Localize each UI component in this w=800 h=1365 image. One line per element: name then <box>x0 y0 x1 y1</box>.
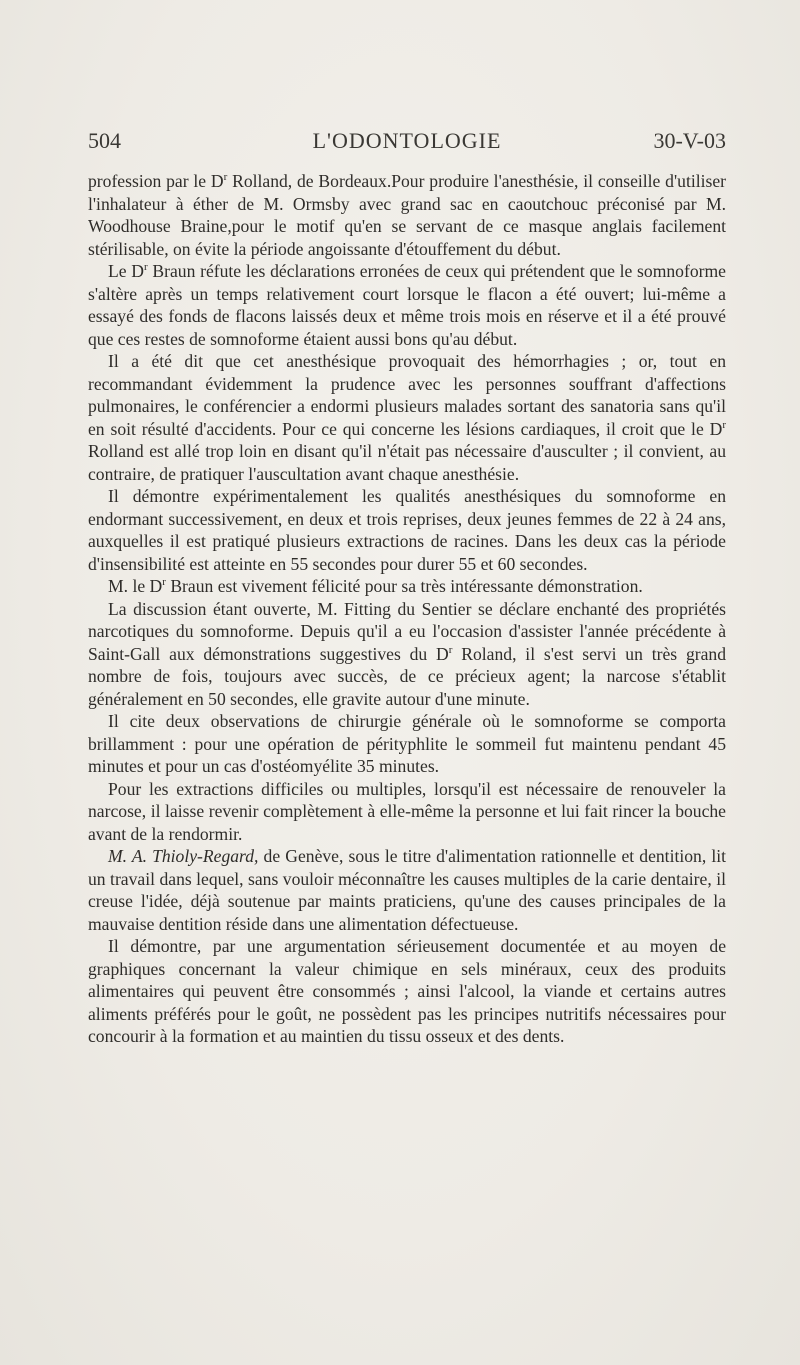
paragraph: Il a été dit que cet anesthésique provoquait des hémorrhagies ; or, tout en recommandant évidemment la prudence avec les personnes souffrant d'affections pulmonaires, le conférencier a endormi plusieurs malades sortant des sanatoria sans qu'il en soit résulté d'accidents. Pour ce qui concerne les lésions cardiaques, il croit que le $D^r$ Rolland est allé trop loin en disant qu'il n'était pas nécessaire d'ausculter ; il convient, au contraire, de pratiquer l'auscultation avant chaque anesthésie. <box>88 351 726 484</box>
paragraph: Il démontre, par une argumentation sérieusement documentée et au moyen de graphiques concernant la valeur chimique en sels minéraux, ceux des produits alimentaires qui peuvent être consommés ; ainsi l'alcool, la viande et certains autres aliments préférés pour le goût, ne possèdent pas les principes nutritifs nécessaires pour concourir à la formation et au maintien du tissu osseux et des dents. <box>88 936 726 1046</box>
paragraph: M. A. Thioly-Regard, de Genève, sous le titre d'alimentation rationnelle et dentition, lit un travail dans lequel, sans vouloir méconnaître les causes multiples de la carie dentaire, il creuse l'idée, déjà soutenue par maints praticiens, qu'une des causes principales de la mauvaise dentition réside dans une alimentation défectueuse. <box>88 846 726 934</box>
journal-title: L'ODONTOLOGIE <box>312 128 502 153</box>
paragraph: La discussion étant ouverte, M. Fitting du Sentier se déclare enchanté des propriétés narcotiques du somnoforme. Depuis qu'il a eu l'occasion d'assister l'année précédente à Saint-Gall aux démonstrations suggestives du $D^r$ Roland, il s'est servi un très grand nombre de fois, toujours avec succès, de ce précieux agent; la narcose s'établit généralement en 50 secondes, elle gravite autour d'une minute. <box>88 598 727 709</box>
page-number: 504 <box>88 128 121 153</box>
paragraph: Pour les extractions difficiles ou multiples, lorsqu'il est nécessaire de renouveler la narcose, il laisse revenir complètement à elle-même la personne et lui fait rincer la bouche avant de la rendormir. <box>88 778 726 844</box>
author-name: M. A. Thioly-Regard, <box>108 846 259 866</box>
paragraph: profession par le $D^r$ Rolland, de Bordeaux.Pour produire l'anesthésie, il conseille d'utiliser l'inhalateur à éther de M. Ormsby avec grand sac en caoutchouc préconisé par M. Woodhouse Braine,pour le motif qu'en se servant de ce masque anglais facilement stérilisable, on évite la période angoissante d'étouffement du début. <box>88 171 727 259</box>
paragraph: Il cite deux observations de chirurgie générale où le somnoforme se comporta brillamment : pour une opération de pérityphlite le sommeil fut maintenu pendant 45 minutes et pour un cas d'ostéomyélite 35 minutes. <box>88 711 726 776</box>
paragraph: Le $D^r$ Braun réfute les déclarations erronées de ceux qui prétendent que le somnoforme s'altère après un temps relativement court lorsque le flacon a été ouvert; lui-même a essayé des fonds de flacons laissés deux et même trois mois en réserve et il a été prouvé que ces restes de somnoforme étaient aussi bons qu'au début. <box>88 261 726 349</box>
paragraph: M. le $D^r$ Braun est vivement félicité pour sa très intéressante démonstration. <box>108 576 643 596</box>
issue-date: 30-V-03 <box>653 128 726 153</box>
article-body <box>88 170 726 1048</box>
running-header <box>88 128 726 158</box>
paragraph: Il démontre expérimentalement les qualités anesthésiques du somnoforme en endormant successivement, en deux et trois reprises, deux jeunes femmes de 22 à 24 ans, auxquelles il est pratiqué plusieurs extractions de racines. Dans les deux cas la période d'insensibilité est atteinte en 55 secondes pour durer 55 et 60 secondes. <box>88 486 726 574</box>
